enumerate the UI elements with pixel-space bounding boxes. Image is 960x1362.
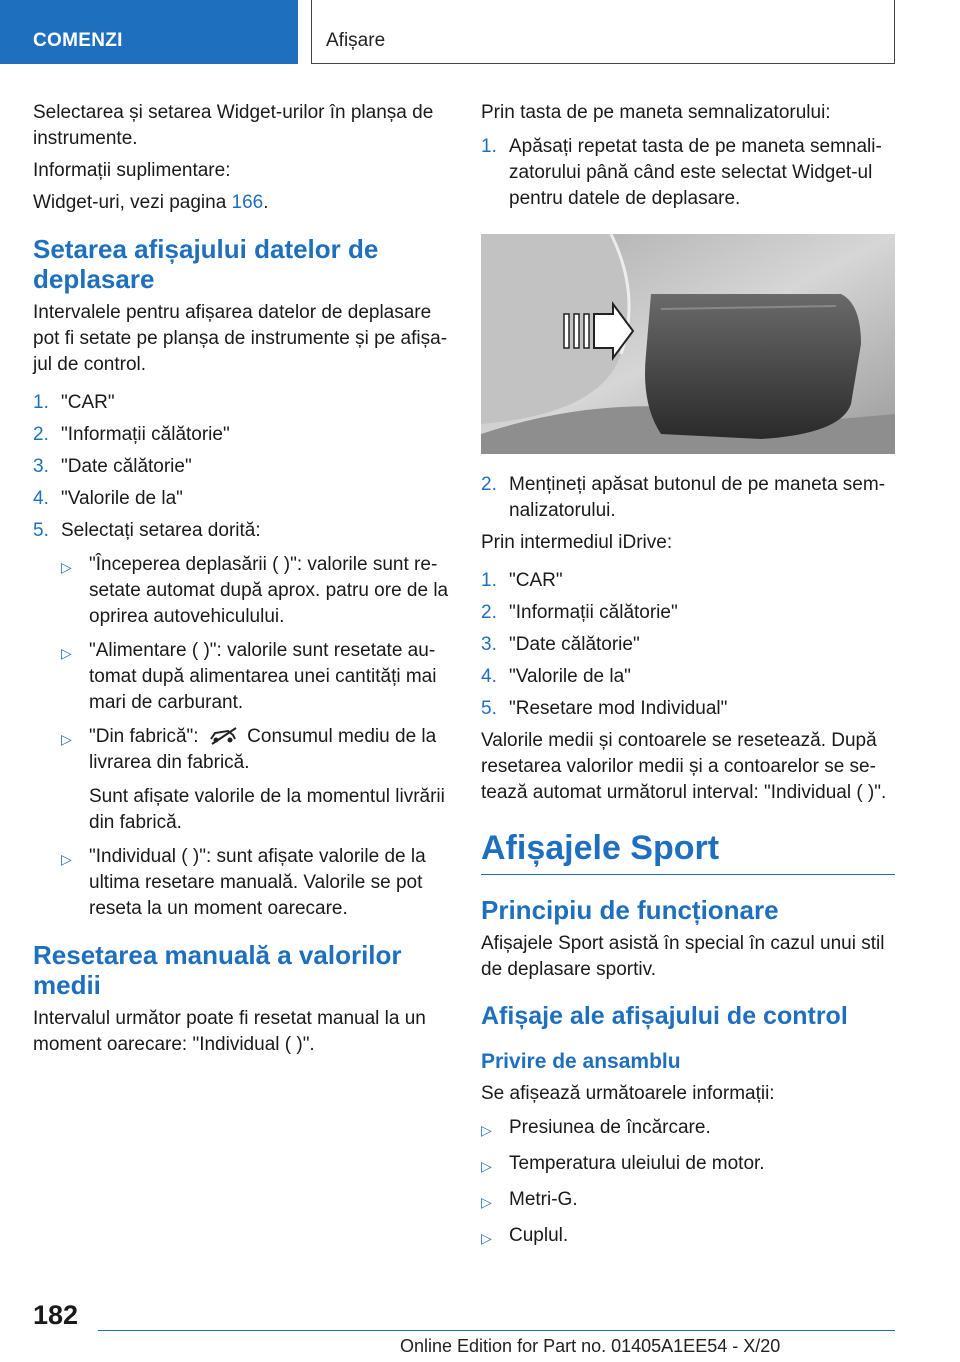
intro-text-1: Selectarea și setarea Widget-urilor în planșa de instrumente. xyxy=(33,102,434,149)
left-column xyxy=(33,100,449,1064)
list-item xyxy=(481,1115,895,1143)
list-item xyxy=(61,724,449,776)
list-number: 4. xyxy=(33,488,49,509)
page-number: 182 xyxy=(33,1300,79,1330)
option-factory xyxy=(89,724,449,776)
heading-sport-displays: Afișajele Sport xyxy=(481,828,895,875)
list-text: Temperatura uleiului de motor. xyxy=(509,1153,765,1174)
overview-list xyxy=(481,1115,895,1251)
list-text: "Date călătorie" xyxy=(61,456,192,477)
lever-intro: Prin tasta de pe maneta semnalizatorului: xyxy=(481,102,831,123)
list-text: "CAR" xyxy=(61,392,115,413)
list-item xyxy=(33,486,449,512)
option-start-trip: "Începerea deplasării ( )": valorile sunt resetate automat după aprox. patru ore de la oprirea autovehiculului. xyxy=(89,554,449,627)
heading-control-display: Afișaje ale afișajului de control xyxy=(481,1002,848,1030)
list-text: Metri-G. xyxy=(509,1189,578,1210)
triangle-right-icon: ▷ xyxy=(481,1122,492,1138)
triangle-right-icon: ▷ xyxy=(481,1230,492,1246)
steps-list xyxy=(33,390,449,544)
overview-text: Se afișează următoarele informații: xyxy=(481,1083,775,1104)
chapter-title: Afișare xyxy=(326,30,386,51)
heading-principle: Principiu de funcționare xyxy=(481,895,779,925)
right-column xyxy=(481,100,895,1259)
intro-text-3-post: . xyxy=(263,192,269,213)
list-item xyxy=(481,568,895,594)
list-text: "Valorile de la" xyxy=(61,488,183,509)
turn-signal-lever-illustration xyxy=(481,234,895,454)
list-item xyxy=(61,638,449,716)
list-item xyxy=(33,422,449,448)
principle-text: Afișajele Sport asistă în special în cazul unui stil de deplasare sportiv. xyxy=(481,933,885,980)
lever-drawing xyxy=(481,234,895,454)
idrive-steps xyxy=(481,568,895,722)
page-link[interactable]: 166 xyxy=(231,192,264,213)
option-refuel: "Alimentare ( )": valorile sunt resetate automat după alimentarea unei cantități mai mari de carburant. xyxy=(89,640,437,713)
list-text: "Informații călătorie" xyxy=(61,424,230,445)
reset-text: Intervalul următor poate fi resetat manual la un moment oarecare: "Individual ( )". xyxy=(33,1008,426,1055)
idrive-intro: Prin intermediul iDrive: xyxy=(481,532,673,553)
triangle-right-icon: ▷ xyxy=(61,645,72,661)
list-text: Cuplul. xyxy=(509,1225,569,1246)
section-title: COMENZI xyxy=(33,30,123,51)
lever-steps xyxy=(481,134,895,212)
list-item xyxy=(481,696,895,722)
list-number: 2. xyxy=(33,424,49,445)
section-tab xyxy=(0,0,298,64)
list-number: 3. xyxy=(33,456,49,477)
list-item xyxy=(481,134,895,212)
list-text: Mențineți apăsat butonul de pe maneta semnalizatorului. xyxy=(509,474,886,521)
list-item xyxy=(481,664,895,690)
list-item xyxy=(33,390,449,416)
list-item xyxy=(481,1151,895,1179)
intro-text-2: Informații suplimentare: xyxy=(33,160,231,181)
heading-manual-reset: Resetarea manuală a valorilor medii xyxy=(33,940,402,1000)
intro-text-3 xyxy=(33,190,449,216)
list-number: 3. xyxy=(481,634,497,655)
list-number: 5. xyxy=(33,520,49,541)
list-item xyxy=(61,844,449,922)
triangle-right-icon: ▷ xyxy=(61,731,72,747)
intro-text-3-pre: Widget-uri, vezi pagina xyxy=(33,192,232,213)
heading-overview: Privire de ansamblu xyxy=(481,1050,681,1073)
list-number: 5. xyxy=(481,698,497,719)
list-number: 1. xyxy=(481,570,497,591)
list-text: "Informații călătorie" xyxy=(509,602,678,623)
travel-text: Intervalele pentru afișarea datelor de deplasare pot fi setate pe planșa de instrumente și pe afișajul de control. xyxy=(33,302,448,375)
list-number: 1. xyxy=(33,392,49,413)
list-text: "CAR" xyxy=(509,570,563,591)
list-text: "Valorile de la" xyxy=(509,666,631,687)
option-factory-desc: Consumul mediu de la livrarea din fabrică. xyxy=(89,726,437,773)
list-number: 4. xyxy=(481,666,497,687)
list-item xyxy=(33,518,449,544)
lever-steps-2 xyxy=(481,472,895,524)
list-item xyxy=(33,454,449,480)
options-list xyxy=(61,552,449,776)
triangle-right-icon: ▷ xyxy=(61,559,72,575)
triangle-right-icon: ▷ xyxy=(481,1194,492,1210)
list-item xyxy=(61,552,449,630)
list-number: 2. xyxy=(481,602,497,623)
list-number: 2. xyxy=(481,474,497,495)
option-factory-label: "Din fabrică": xyxy=(89,726,204,747)
car-consumption-icon xyxy=(208,726,238,746)
footer-edition: Online Edition for Part no. 01405A1EE54 - X/20 xyxy=(400,1336,781,1356)
option-individual: "Individual ( )": sunt afișate valorile de la ultima resetare manuală. Valorile se pot reseta la un moment oarecare. xyxy=(89,846,426,919)
triangle-right-icon: ▷ xyxy=(481,1158,492,1174)
list-text: Apăsați repetat tasta de pe maneta semnalizatorului până când este selectat Widget-ul pentru datele de deplasare. xyxy=(509,136,882,209)
list-item xyxy=(481,1187,895,1215)
list-item xyxy=(481,600,895,626)
factory-note: Sunt afișate valorile de la momentul livrării din fabrică. xyxy=(89,786,445,833)
chapter-header xyxy=(311,0,895,64)
triangle-right-icon: ▷ xyxy=(61,851,72,867)
list-item xyxy=(481,632,895,658)
options-list-2 xyxy=(61,844,449,922)
list-item xyxy=(481,472,895,524)
reset-note: Valorile medii și contoarele se resetează. După resetarea valorilor medii și a contoarelor se setează automat următorul interval: "Individual ( )". xyxy=(481,730,887,803)
list-number: 1. xyxy=(481,136,497,157)
list-text: "Resetare mod Individual" xyxy=(509,698,728,719)
list-item xyxy=(481,1223,895,1251)
list-text: "Date călătorie" xyxy=(509,634,640,655)
heading-travel-data: Setarea afișajului datelor de deplasare xyxy=(33,234,379,294)
list-text: Selectați setarea dorită: xyxy=(61,520,261,541)
list-text: Presiunea de încărcare. xyxy=(509,1117,711,1138)
footer-divider xyxy=(98,1330,895,1331)
